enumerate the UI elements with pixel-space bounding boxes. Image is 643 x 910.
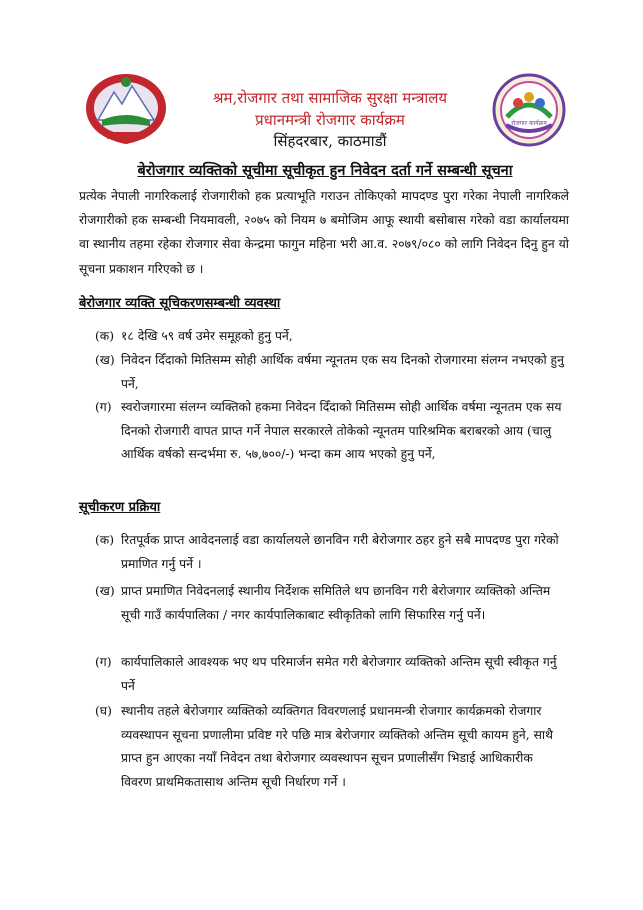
nepal-emblem-icon bbox=[84, 70, 168, 144]
program-logo-text: रोजगार कार्यक्रम bbox=[511, 120, 547, 127]
intro-paragraph: प्रत्येक नेपाली नागरिकलाई रोजगारीको हक प्रत्याभूति गराउन तोकिएको मापदण्ड पुरा गरेका नेपाली नागरिकले रोजगारीको हक सम्बन्धी नियमावली, २०७५ को नियम ७ बमोजिम आफू स्थायी बसोबास गरेको वडा कार्यालयमा वा स्थानीय तहमा रहेका रोजगार सेवा केन्द्रमा फागुन महिना भरी आ.व. २०७९/०८० को लागि निवेदन दिनु हुन यो सूचना प्रकाशन गरिएको छ । bbox=[79, 189, 569, 276]
item-text: कार्यपालिकाले आवश्यक भए थप परिमार्जन समेत गरी बेरोजगार व्यक्तिको अन्तिम सूची स्वीकृत गर्नु पर्ने bbox=[121, 655, 557, 693]
section-heading-process: सूचीकरण प्रक्रिया bbox=[79, 500, 161, 515]
item-marker: (ग) bbox=[95, 655, 112, 669]
item-text: रितपूर्वक प्राप्त आवेदनलाई वडा कार्यालयले छानविन गरी बेरोजगार ठहर हुने सबै मापदण्ड पुरा गरेको प्रमाणित गर्नु पर्ने । bbox=[121, 533, 559, 571]
list-item bbox=[95, 700, 565, 794]
list-item bbox=[95, 651, 565, 698]
item-text: स्थानीय तहले बेरोजगार व्यक्तिको व्यक्तिगत विवरणलाई प्रधानमन्त्री रोजगार कार्यक्रमको रोजगार व्यवस्थापन सूचना प्रणालीमा प्रविष्ट गरे पछि मात्र बेरोजगार व्यक्तिको अन्तिम सूची कायम हुने, साथै प्राप्त हुन आएका नयाँ निवेदन तथा बेरोजगार व्यवस्थापन सूचन प्रणालीसँग भिडाई आधिकारीक विवरण प्राथमिकतासाथ अन्तिम सूची निर्धारण गर्ने । bbox=[121, 704, 553, 789]
list-item bbox=[95, 580, 565, 627]
program-logo bbox=[492, 73, 566, 147]
item-marker: (ग) bbox=[95, 400, 112, 414]
item-marker: (क) bbox=[95, 533, 115, 547]
item-marker: (ख) bbox=[95, 353, 115, 367]
item-text: निवेदन दिँदाको मितिसम्म सोही आर्थिक वर्षमा न्यूनतम एक सय दिनको रोजगारमा संलग्न नभएको हुनु पर्ने, bbox=[121, 353, 564, 391]
program-logo-icon bbox=[492, 73, 566, 147]
list-item bbox=[95, 396, 565, 467]
notice-title: बेरोजगार व्यक्तिको सूचीमा सूचीकृत हुन निवेदन दर्ता गर्ने सम्बन्धी सूचना bbox=[137, 162, 513, 179]
program-name: प्रधानमन्त्री रोजगार कार्यक्रम bbox=[255, 111, 405, 129]
item-marker: (ख) bbox=[95, 584, 115, 598]
item-text: १८ देखि ५९ वर्ष उमेर समूहको हुनु पर्ने, bbox=[121, 329, 293, 343]
section-heading-registration: बेरोजगार व्यक्ति सूचिकरणसम्बन्धी व्यवस्था bbox=[79, 296, 281, 311]
office-location: सिंहदरबार, काठमाडौं bbox=[273, 132, 387, 150]
list-item bbox=[95, 529, 565, 576]
item-marker: (घ) bbox=[95, 704, 112, 718]
item-marker: (क) bbox=[95, 329, 115, 343]
item-text: प्राप्त प्रमाणित निवेदनलाई स्थानीय निर्देशक समितिले थप छानविन गरी बेरोजगार व्यक्तिको अन्तिम सूची गाउँ कार्यपालिका / नगर कार्यपालिकाबाट स्वीकृतिको लागि सिफारिस गर्नु पर्ने। bbox=[121, 584, 551, 622]
list-item bbox=[95, 325, 565, 349]
list-item bbox=[95, 349, 565, 396]
item-text: स्वरोजगारमा संलग्न व्यक्तिको हकमा निवेदन दिँदाको मितिसम्म सोही आर्थिक वर्षमा न्यूनतम एक सय दिनको रोजगारी वापत प्राप्त गर्ने नेपाल सरकारले तोकेको न्यूनतम पारिश्रमिक बराबरको आय (चालु आर्थिक वर्षको सन्दर्भमा रु. ५७,७००/-) भन्दा कम आय भएको हुनु पर्ने, bbox=[121, 400, 562, 461]
ministry-name: श्रम,रोजगार तथा सामाजिक सुरक्षा मन्त्रालय bbox=[212, 89, 448, 107]
